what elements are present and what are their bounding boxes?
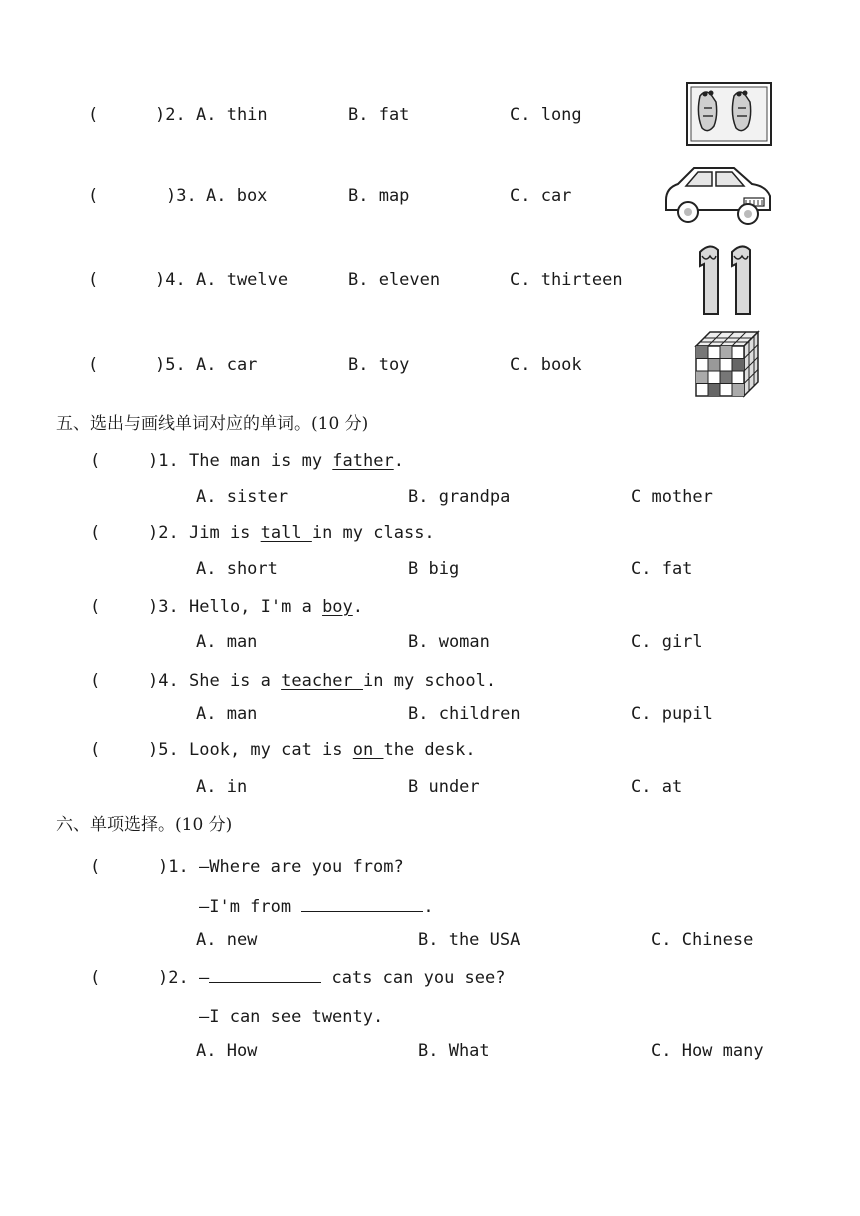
option-c: C mother <box>631 487 713 507</box>
car-icon <box>660 160 776 226</box>
answer-paren: ( <box>90 740 101 760</box>
option-c: C. at <box>631 777 683 797</box>
underlined-word: boy <box>322 597 353 617</box>
question-number: )5. <box>148 740 179 760</box>
question-number: )4. <box>148 671 179 691</box>
option-b: B. fat <box>348 105 410 125</box>
option-a: A. How <box>196 1041 258 1061</box>
option-c: C. Chinese <box>651 930 754 950</box>
question-number: )3. <box>166 186 197 206</box>
sentence-start: Jim is <box>189 523 261 543</box>
answer-paren: ( <box>88 186 99 206</box>
option-c: C. long <box>510 105 582 125</box>
question-number: )3. <box>148 597 179 617</box>
option-a: A. box <box>206 186 268 206</box>
answer-paren: ( <box>90 523 101 543</box>
option-c: C. car <box>510 186 572 206</box>
option-b: B. the USA <box>418 930 521 950</box>
option-c: C. pupil <box>631 704 713 724</box>
section-5-title: 五、选出与画线单词对应的单词。(10 分) <box>56 414 369 434</box>
answer-blank[interactable] <box>301 897 423 912</box>
sentence-start: She is a <box>189 671 282 691</box>
option-b: B under <box>408 777 480 797</box>
underlined-word: teacher <box>281 671 364 691</box>
question-number: )4. <box>155 270 186 290</box>
answer-paren: ( <box>88 355 99 375</box>
option-a: A. man <box>196 704 258 724</box>
question-number: )5. <box>155 355 186 375</box>
sentence-start: Look, my cat is <box>189 740 353 760</box>
option-a: A. new <box>196 930 258 950</box>
sentence-end: . <box>352 597 364 617</box>
sentence-start: Hello, I'm a <box>189 597 323 617</box>
option-c: C. fat <box>631 559 693 579</box>
option-b: B. woman <box>408 632 490 652</box>
dialogue-line-2 <box>199 897 434 917</box>
option-a: A. sister <box>196 487 289 507</box>
option-a: A. in <box>196 777 248 797</box>
question-number: )1. <box>148 451 179 471</box>
option-c: C. thirteen <box>510 270 623 290</box>
sentence-end: . <box>393 451 404 471</box>
option-b: B big <box>408 559 460 579</box>
answer-paren: ( <box>90 451 101 471</box>
dialogue-line-2: —I can see twenty. <box>199 1007 384 1027</box>
question-number: )2. <box>148 523 179 543</box>
section-6-title: 六、单项选择。(10 分) <box>56 815 233 835</box>
dialogue-line-1 <box>199 968 505 988</box>
question-number: )2. <box>158 968 189 988</box>
option-b: B. eleven <box>348 270 441 290</box>
dialogue-line-1: —Where are you from? <box>199 857 404 877</box>
sentence-start: The man is my <box>189 451 333 471</box>
underlined-word: on <box>352 740 384 760</box>
answer-paren: ( <box>88 270 99 290</box>
number-eleven-icon <box>694 242 760 318</box>
option-a: A. short <box>196 559 278 579</box>
line-end: cats can you see? <box>321 968 506 988</box>
option-a: A. car <box>196 355 258 375</box>
option-b: B. toy <box>348 355 410 375</box>
sentence-end: in my school. <box>363 671 497 691</box>
answer-paren: ( <box>90 857 101 877</box>
question-number: )2. <box>155 105 186 125</box>
option-b: B. What <box>418 1041 490 1061</box>
question-number: )1. <box>158 857 189 877</box>
line-end: . <box>423 897 434 917</box>
answer-paren: ( <box>90 968 101 988</box>
option-b: B. children <box>408 704 521 724</box>
option-c: C. book <box>510 355 582 375</box>
answer-paren: ( <box>90 671 101 691</box>
answer-blank[interactable] <box>209 968 321 983</box>
underlined-word: tall <box>260 523 312 543</box>
option-b: B. map <box>348 186 410 206</box>
line-start: — <box>199 968 210 988</box>
sentence-end: the desk. <box>383 740 476 760</box>
option-a: A. thin <box>196 105 268 125</box>
option-c: C. girl <box>631 632 703 652</box>
line-start: —I'm from <box>199 897 302 917</box>
question-sentence <box>189 671 496 691</box>
answer-paren: ( <box>88 105 99 125</box>
cube-toy-icon <box>694 330 760 398</box>
question-sentence <box>189 451 404 471</box>
sentence-end: in my class. <box>311 523 435 543</box>
option-a: A. twelve <box>196 270 289 290</box>
underlined-word: father <box>332 451 394 471</box>
question-sentence <box>189 523 435 543</box>
question-sentence <box>189 740 476 760</box>
answer-paren: ( <box>90 597 101 617</box>
option-c: C. How many <box>651 1041 764 1061</box>
question-sentence <box>189 597 363 617</box>
option-b: B. grandpa <box>408 487 511 507</box>
option-a: A. man <box>196 632 258 652</box>
feet-icon <box>686 82 772 146</box>
